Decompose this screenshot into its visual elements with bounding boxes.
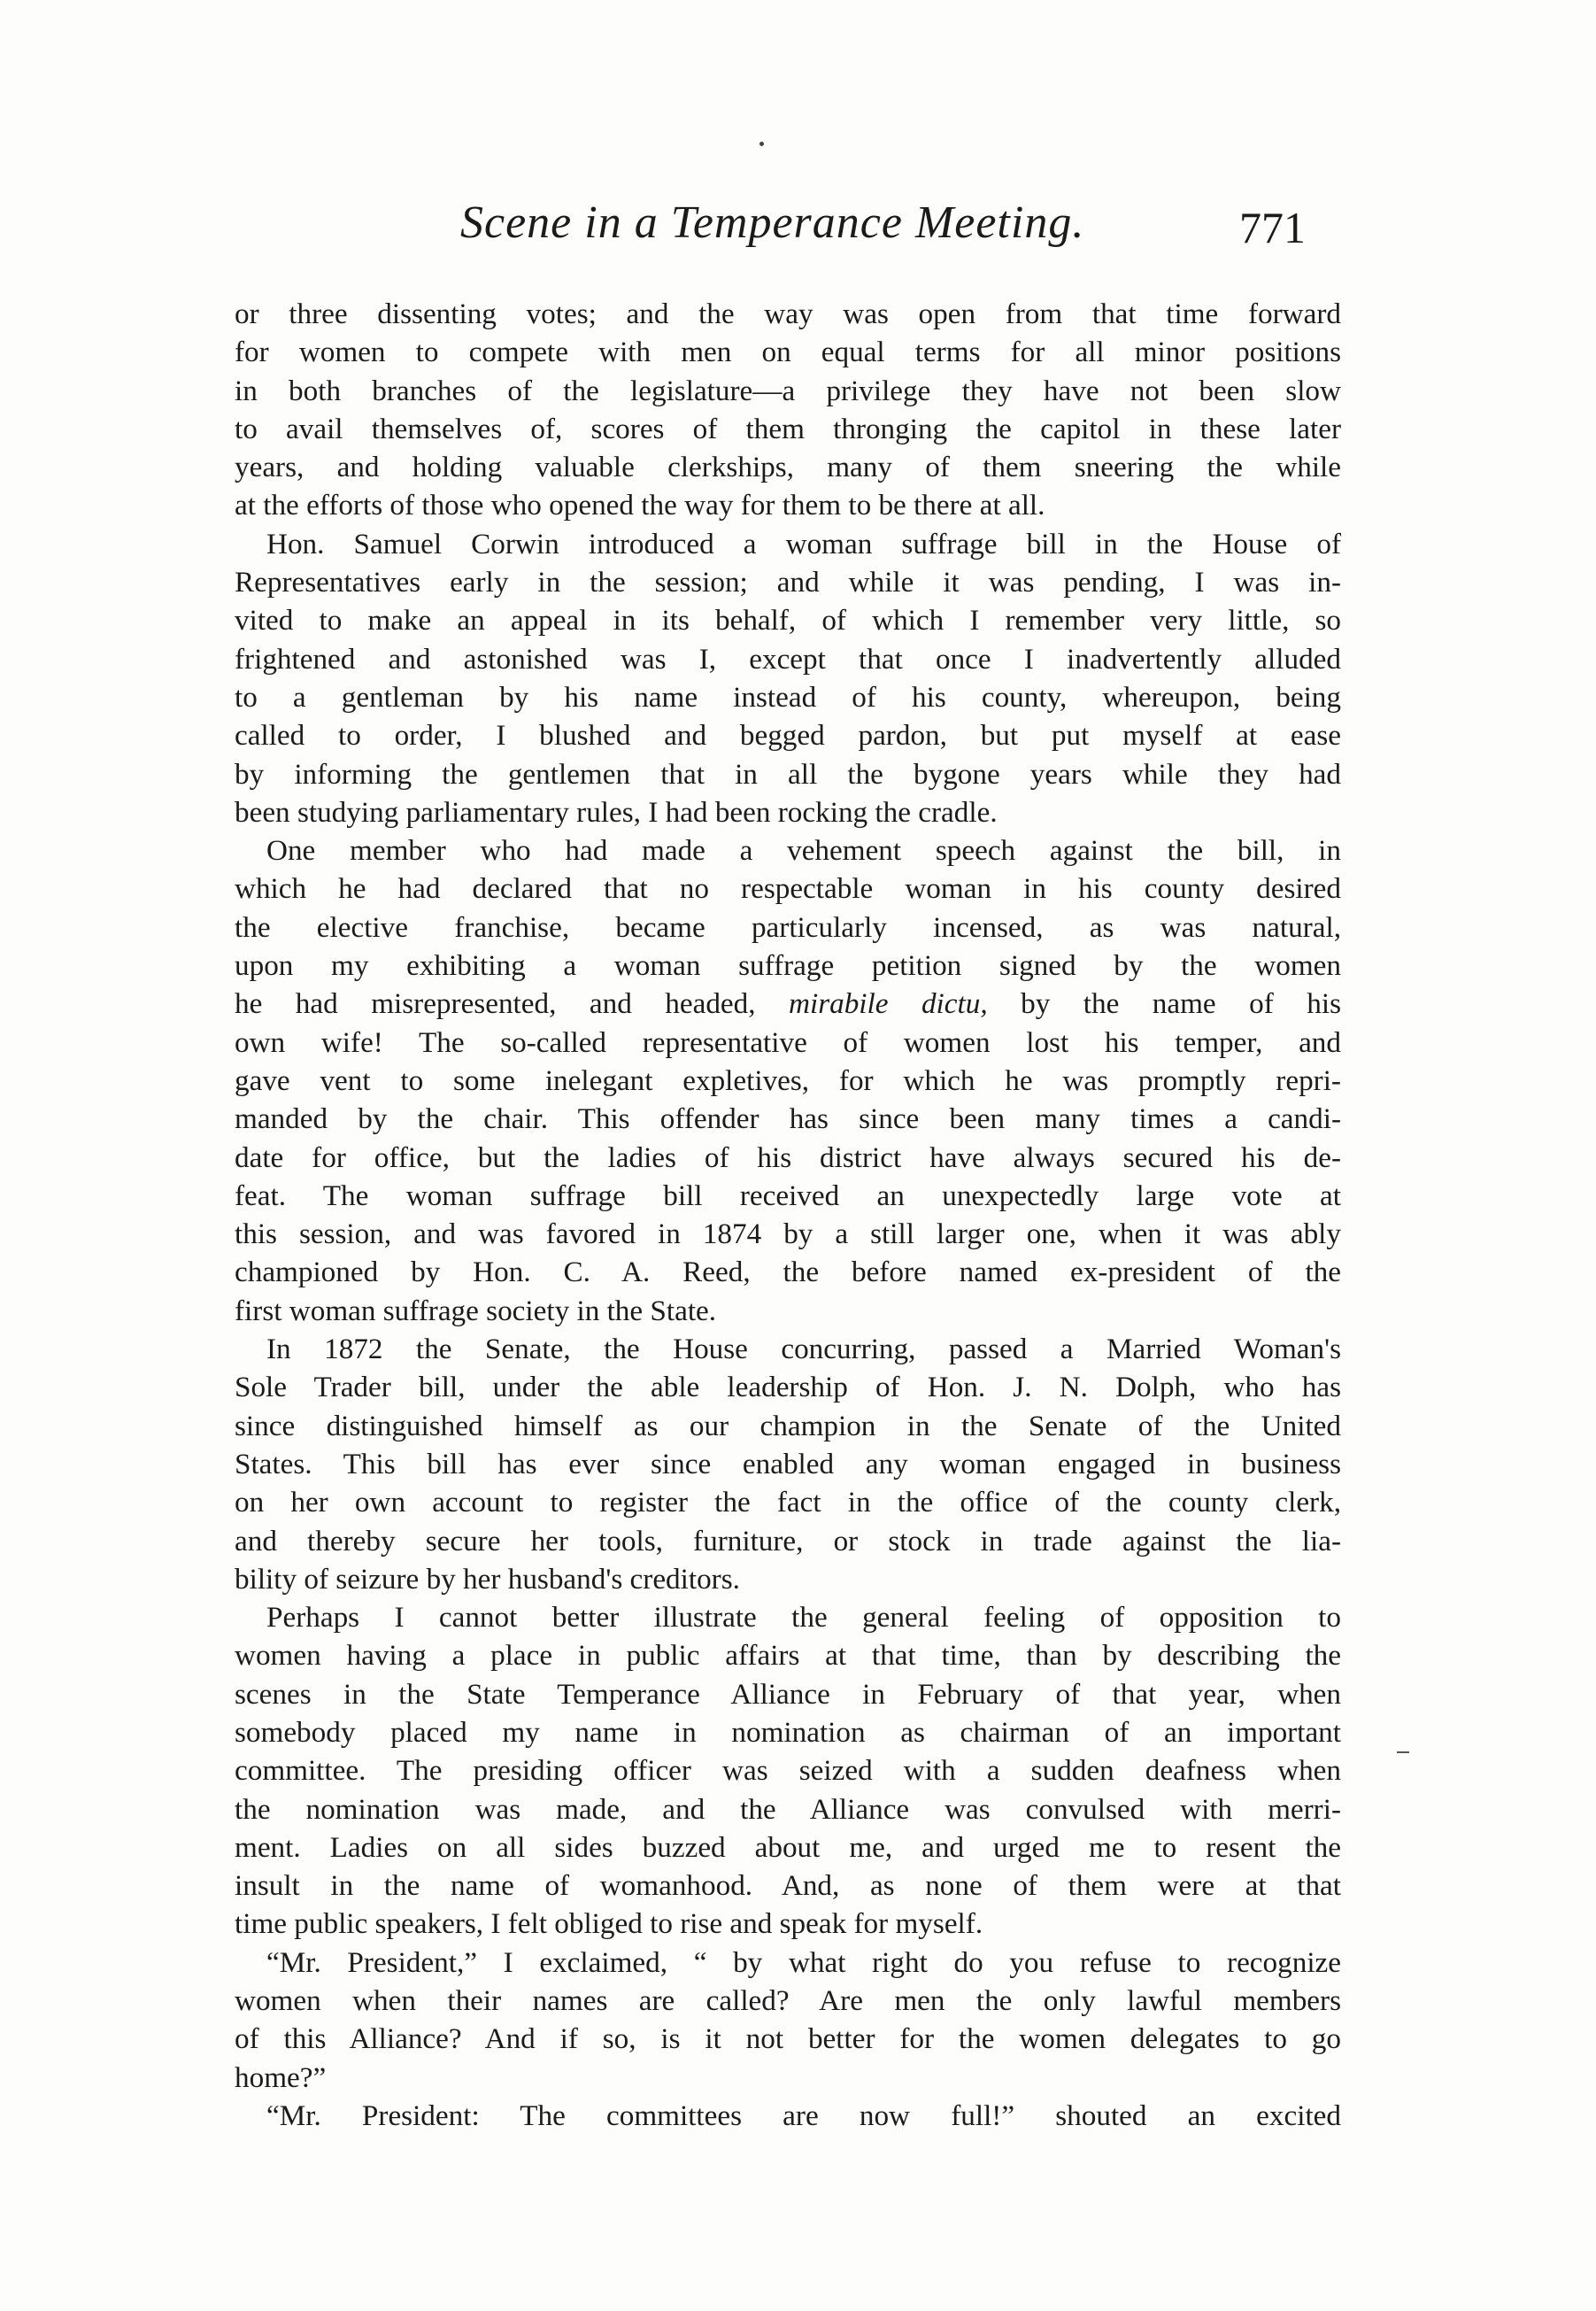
text-line: feat. The woman suffrage bill received an unexpectedly large vote at xyxy=(235,1179,1341,1212)
text-line: insult in the name of womanhood. And, as none of them were at that xyxy=(235,1869,1341,1903)
text-line: been studying parliamentary rules, I had been rocking the cradle. xyxy=(235,795,998,829)
text-line: by informing the gentlemen that in all the bygone years while they had xyxy=(235,757,1341,791)
text-line: for women to compete with men on equal terms for all minor positions xyxy=(235,336,1341,369)
print-speck xyxy=(759,142,764,146)
text-line: since distinguished himself as our champion in the Senate of the United xyxy=(235,1409,1341,1442)
text-line: Representatives early in the session; and while it was pending, I was in- xyxy=(235,566,1341,599)
text-line: of this Alliance? And if so, is it not better for the women delegates to go xyxy=(235,2022,1341,2056)
text-line: vited to make an appeal in its behalf, of which I remember very little, so xyxy=(235,604,1341,638)
text-line: States. This bill has ever since enabled any woman engaged in business xyxy=(235,1447,1341,1480)
text-line: the nomination was made, and the Alliance was convulsed with merri- xyxy=(235,1792,1341,1826)
text-line: time public speakers, I felt obliged to rise and speak for myself. xyxy=(235,1907,983,1941)
text-line: own wife! The so-called representative of women lost his temper, and xyxy=(235,1025,1341,1059)
text-line: in both branches of the legislature—a privilege they have not been slow xyxy=(235,374,1341,407)
paragraph-first-line: “Mr. President,” I exclaimed, “ by what right do you refuse to recognize xyxy=(266,1945,1341,1979)
text-line: women when their names are called? Are men the only lawful members xyxy=(235,1984,1341,2018)
text-line: to avail themselves of, scores of them thronging the capitol in these later xyxy=(235,412,1341,445)
text-line: somebody placed my name in nomination as chairman of an important xyxy=(235,1715,1341,1749)
text-line: manded by the chair. This offender has since been many times a candi- xyxy=(235,1102,1341,1136)
text-line: at the efforts of those who opened the way for them to be there at all. xyxy=(235,489,1045,522)
text-line: date for office, but the ladies of his district have always secured his de- xyxy=(235,1140,1341,1174)
margin-mark xyxy=(1397,1751,1409,1753)
text-line: to a gentleman by his name instead of his county, whereupon, being xyxy=(235,680,1341,714)
text-line: this session, and was favored in 1874 by a still larger one, when it was ably xyxy=(235,1217,1341,1251)
text-line: home?” xyxy=(235,2060,327,2094)
text-segment: he had misrepresented, and headed, xyxy=(235,987,790,1021)
text-line: upon my exhibiting a woman suffrage petition signed by the women xyxy=(235,949,1341,983)
italic-phrase: mirabile dictu, xyxy=(789,987,988,1021)
paragraph-first-line: Hon. Samuel Corwin introduced a woman suffrage bill in the House of xyxy=(266,527,1341,560)
text-line: years, and holding valuable clerkships, many of them sneering the while xyxy=(235,451,1341,484)
text-line: gave vent to some inelegant expletives, for which he was promptly repri- xyxy=(235,1063,1341,1097)
paragraph-first-line: One member who had made a vehement speech against the bill, in xyxy=(266,834,1341,868)
text-line: Sole Trader bill, under the able leadership of Hon. J. N. Dolph, who has xyxy=(235,1371,1341,1404)
text-line: committee. The presiding officer was seized with a sudden deafness when xyxy=(235,1754,1341,1788)
text-line: on her own account to register the fact in the office of the county clerk, xyxy=(235,1486,1341,1519)
body-text xyxy=(235,295,1341,2135)
text-line: or three dissenting votes; and the way was open from that time forward xyxy=(235,298,1341,330)
text-line: the elective franchise, became particularly incensed, as was natural, xyxy=(235,910,1341,944)
running-title: Scene in a Temperance Meeting. xyxy=(460,197,1085,248)
text-line: and thereby secure her tools, furniture, or stock in trade against the lia- xyxy=(235,1524,1341,1557)
text-segment: by the name of his xyxy=(987,987,1341,1021)
text-line-with-italic xyxy=(235,985,1341,1023)
text-line: first woman suffrage society in the State. xyxy=(235,1294,717,1327)
text-line: ment. Ladies on all sides buzzed about me, and urged me to resent the xyxy=(235,1830,1341,1864)
text-line: called to order, I blushed and begged pardon, but put myself at ease xyxy=(235,719,1341,753)
text-line: women having a place in public affairs at that time, than by describing the xyxy=(235,1639,1341,1673)
page-number: 771 xyxy=(1239,203,1306,252)
running-head xyxy=(460,197,1345,259)
text-line: bility of seizure by her husband's creditors. xyxy=(235,1562,740,1596)
paragraph-first-line: “Mr. President: The committees are now full!” shouted an excited xyxy=(266,2098,1341,2132)
text-line: scenes in the State Temperance Alliance in February of that year, when xyxy=(235,1677,1341,1711)
text-line: which he had declared that no respectable woman in his county desired xyxy=(235,872,1341,906)
paragraph-first-line: In 1872 the Senate, the House concurring, passed a Married Woman's xyxy=(266,1333,1341,1366)
text-line: championed by Hon. C. A. Reed, the before named ex-president of the xyxy=(235,1256,1341,1289)
text-line: frightened and astonished was I, except that once I inadvertently alluded xyxy=(235,642,1341,676)
paragraph-first-line: Perhaps I cannot better illustrate the general feeling of opposition to xyxy=(266,1601,1341,1635)
